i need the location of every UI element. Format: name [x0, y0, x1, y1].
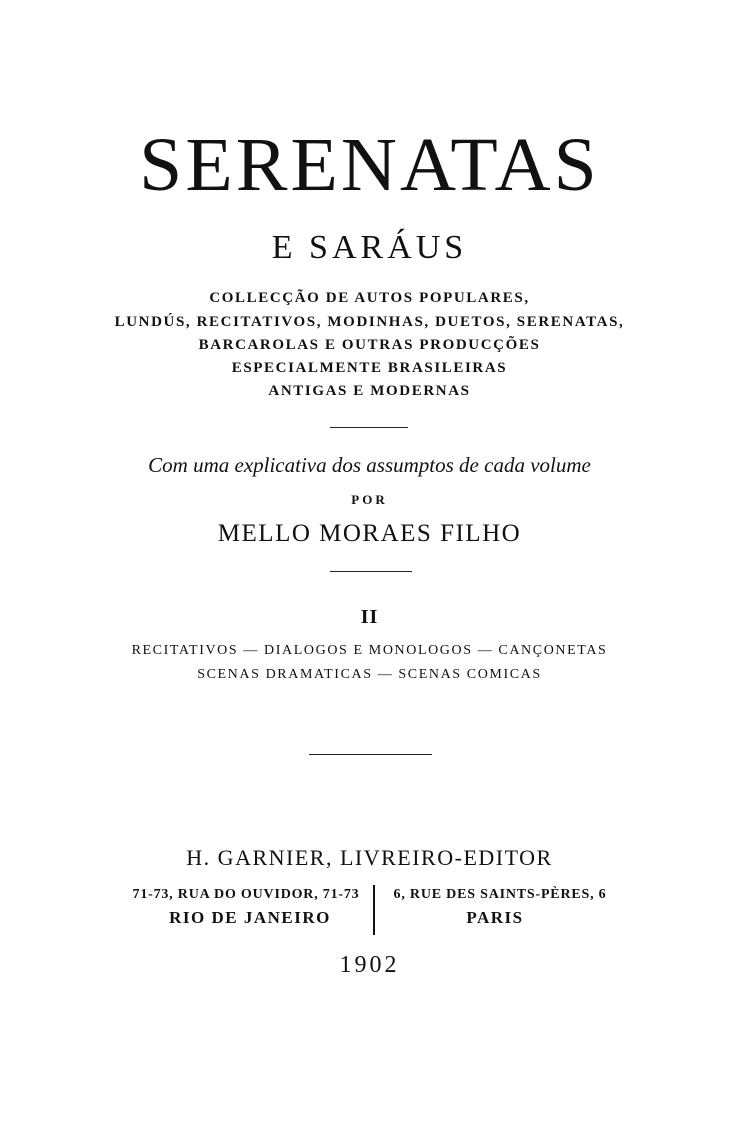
- description-line-4: ESPECIALMENTE BRASILEIRAS: [231, 360, 508, 376]
- address-separator: [373, 885, 375, 935]
- description-line-2: LUNDÚS, RECITATIVOS, MODINHAS, DUETOS, SERENATAS,: [114, 314, 625, 330]
- divider-rule-3: [309, 754, 432, 755]
- description-line-3: BARCAROLAS E OUTRAS PRODUCÇÕES: [198, 337, 541, 353]
- contents-line-1: RECITATIVOS — DIALOGOS E MONOLOGOS — CANÇONETAS: [131, 643, 608, 658]
- explanation-line: Com uma explicativa dos assumptos de cada volume: [148, 453, 591, 477]
- volume-number: II: [360, 606, 379, 628]
- description-line-5: ANTIGAS E MODERNAS: [268, 383, 471, 399]
- by-label: POR: [351, 492, 388, 507]
- left-address-city: RIO DE JANEIRO: [169, 908, 331, 927]
- book-title: SERENATAS: [139, 123, 600, 207]
- divider-rule-1: [330, 427, 408, 428]
- description-line-1: COLLECÇÃO DE AUTOS POPULARES,: [209, 290, 530, 306]
- right-address-city: PARIS: [466, 908, 524, 927]
- left-address-street: 71-73, RUA DO OUVIDOR, 71-73: [132, 887, 360, 902]
- right-address-street: 6, RUE DES SAINTS-PÈRES, 6: [393, 887, 607, 902]
- book-subtitle: E SARÁUS: [271, 229, 468, 266]
- divider-rule-2: [330, 571, 412, 572]
- author-name: MELLO MORAES FILHO: [217, 520, 522, 547]
- contents-line-2: SCENAS DRAMATICAS — SCENAS COMICAS: [197, 667, 542, 682]
- publication-year: 1902: [339, 952, 400, 978]
- publisher-name: H. GARNIER, LIVREIRO-EDITOR: [186, 845, 553, 870]
